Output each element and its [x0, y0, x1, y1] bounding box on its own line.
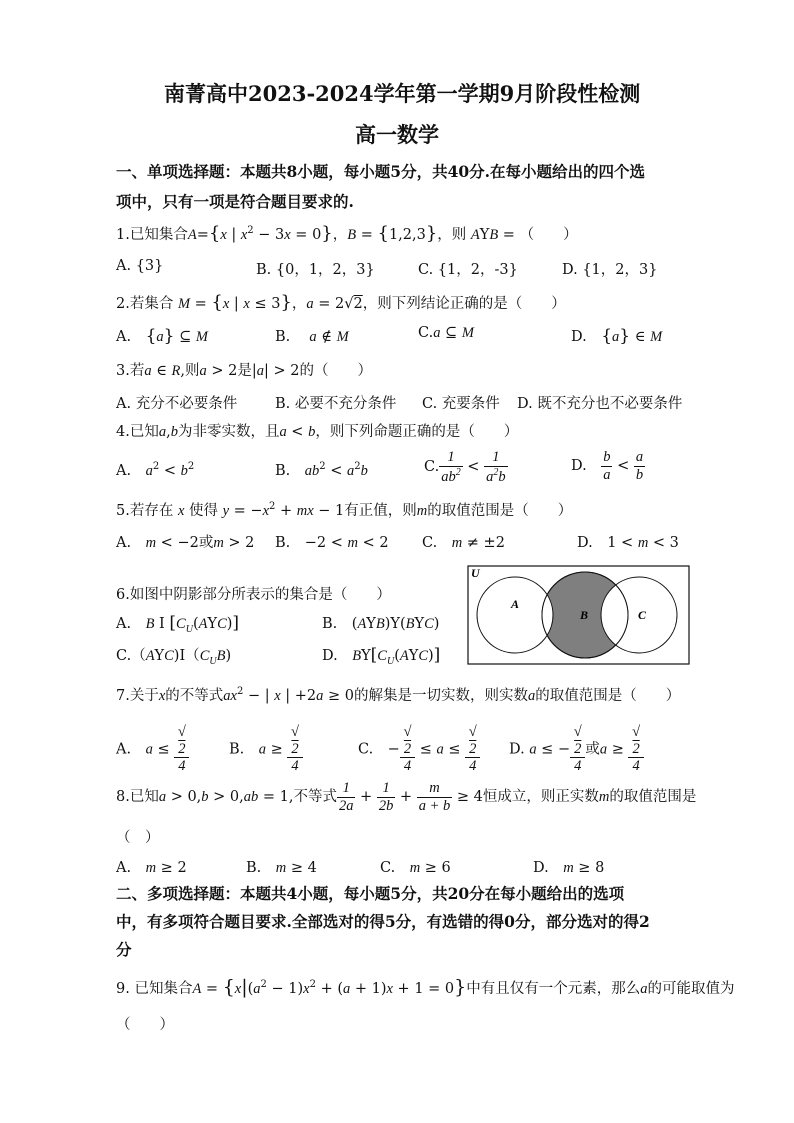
q6-option-c[interactable]: $C.(AYC)I(C_UB)$ [116, 648, 232, 667]
q5-option-a[interactable]: A. m < −2或m > 2 [116, 535, 255, 551]
section1-line2: 项中，只有一项是符合题目要求的. [116, 192, 354, 211]
q2-option-b[interactable]: B. a ∉ M [275, 329, 349, 345]
q6-option-a[interactable]: A. B I $[C_U(AYC)]$ [116, 613, 240, 635]
q3-option-b[interactable]: B. 必要不充分条件 [275, 396, 397, 412]
q7-option-d[interactable]: D. a ≤ − √ 2 4 或a ≥ √ 2 4 [509, 724, 644, 775]
q8-option-a[interactable]: A. m ≥ 2 [116, 860, 187, 876]
venn-diagram [467, 565, 690, 665]
q8-stem: 8.已知a > 0,b > 0,ab = 1,不等式 $\frac{1}{2a}$ + $\frac{1}{2b}$ + $\frac{m}{a + b}$ ≥ 4恒成立，则正实数m的取值范围是 [116, 780, 697, 814]
subject-title: 高一数学 [355, 122, 439, 147]
q2-stem: 2.若集合 M = {x | x ≤ 3}，a = 2√2，则下列结论正确的是（ ） [116, 292, 566, 313]
q9-stem: 9. 已知集合$A = \{x|(a^2 - 1)x^2 + (a + 1)x + 1 = 0\}$中有且仅有一个元素，那么a的可能取值为 [116, 976, 735, 998]
q1-option-b[interactable]: B. {0，1，2，3} [256, 262, 375, 278]
q5-option-b[interactable]: B. −2 < m < 2 [275, 535, 389, 551]
q4-option-a[interactable]: A. $a^2 < b^2$ [116, 461, 195, 479]
q6-stem: 6.如图中阴影部分所表示的集合是（ ） [116, 587, 391, 603]
q6-option-b[interactable]: B. (AYB)Y(BYC) [322, 616, 440, 632]
q5-option-d[interactable]: D. 1 < m < 3 [577, 535, 679, 551]
q6-option-d[interactable]: D. $BY[C_U(AYC)]$ [322, 645, 441, 667]
q3-option-c[interactable]: C. 充要条件 [422, 396, 500, 412]
q7-option-a[interactable]: A. a ≤ √ 2 4 [116, 724, 189, 775]
q3-option-d[interactable]: D. 既不充分也不必要条件 [517, 396, 683, 412]
q1-option-c[interactable]: C. {1，2，-3} [418, 262, 518, 278]
q8-option-b[interactable]: B. m ≥ 4 [246, 860, 317, 876]
q1-stem: 1.已知集合A={x | $x^2 - 3x = 0$}，B = {1,2,3}，则 AYB = （ ） [116, 223, 578, 244]
universe-label: U [471, 566, 480, 580]
q4-option-c[interactable]: C. $\frac{1}{ab^2}$ < $\frac{1}{a^2b}$ [424, 449, 506, 485]
q7-option-b[interactable]: B. a ≥ √ 2 4 [229, 724, 303, 775]
set-b-label: B [580, 608, 589, 622]
q7-stem: 7.关于x的不等式$ax^2$ − | x | +2a ≥ 0的解集是一切实数，则实数a的取值范围是（ ） [116, 686, 681, 704]
q4-option-b[interactable]: B. $ab^2 < a^2b$ [275, 461, 368, 479]
q8-option-d[interactable]: D. m ≥ 8 [533, 860, 605, 876]
q1-option-d[interactable]: D. {1，2，3} [562, 262, 658, 278]
q5-stem: 5.若存在 x 使得 $y = -x^2$ + mx − 1有正值，则m的取值范围是（ ） [116, 501, 573, 519]
q3-option-a[interactable]: A. 充分不必要条件 [116, 396, 238, 412]
page-title: 南菁高中2023-2024学年第一学期9月阶段性检测 [164, 81, 641, 106]
q7-option-c[interactable]: C. − √ 2 4 ≤ a ≤ √ 2 4 [358, 724, 480, 775]
section1-line1: 一、单项选择题：本题共8小题，每小题5分，共40分.在每小题给出的四个选 [116, 162, 646, 181]
q5-option-c[interactable]: C. m ≠ ±2 [422, 535, 505, 551]
q1-option-a[interactable]: A. {3} [116, 258, 164, 274]
set-a-label: A [511, 597, 520, 611]
q2-option-c[interactable]: C.a ⊆ M [418, 325, 474, 341]
q4-stem: 4.已知a,b为非零实数，且a < b，则下列命题正确的是（ ） [116, 424, 519, 440]
q3-stem: 3.若a ∈ R,则a > 2是|a| > 2的（ ） [116, 363, 372, 379]
q8-option-c[interactable]: C. m ≥ 6 [380, 860, 451, 876]
section2-line1: 二、多项选择题：本题共4小题，每小题5分，共20分在每小题给出的选项 [116, 884, 625, 903]
q2-option-d[interactable]: D. {a} ∈ M [571, 326, 663, 346]
q8-paren: （ ） [116, 830, 160, 846]
q2-option-a[interactable]: A. {a} ⊆ M [116, 326, 208, 346]
set-c-label: C [638, 608, 647, 622]
section2-line2: 中，有多项符合题目要求.全部选对的得5分，有选错的得0分，部分选对的得2 [116, 912, 650, 931]
q4-option-d[interactable]: D. $\frac{b}{a}$ < $\frac{a}{b}$ [571, 449, 644, 483]
q9-paren: （ ） [116, 1017, 174, 1033]
section2-line3: 分 [116, 940, 132, 959]
